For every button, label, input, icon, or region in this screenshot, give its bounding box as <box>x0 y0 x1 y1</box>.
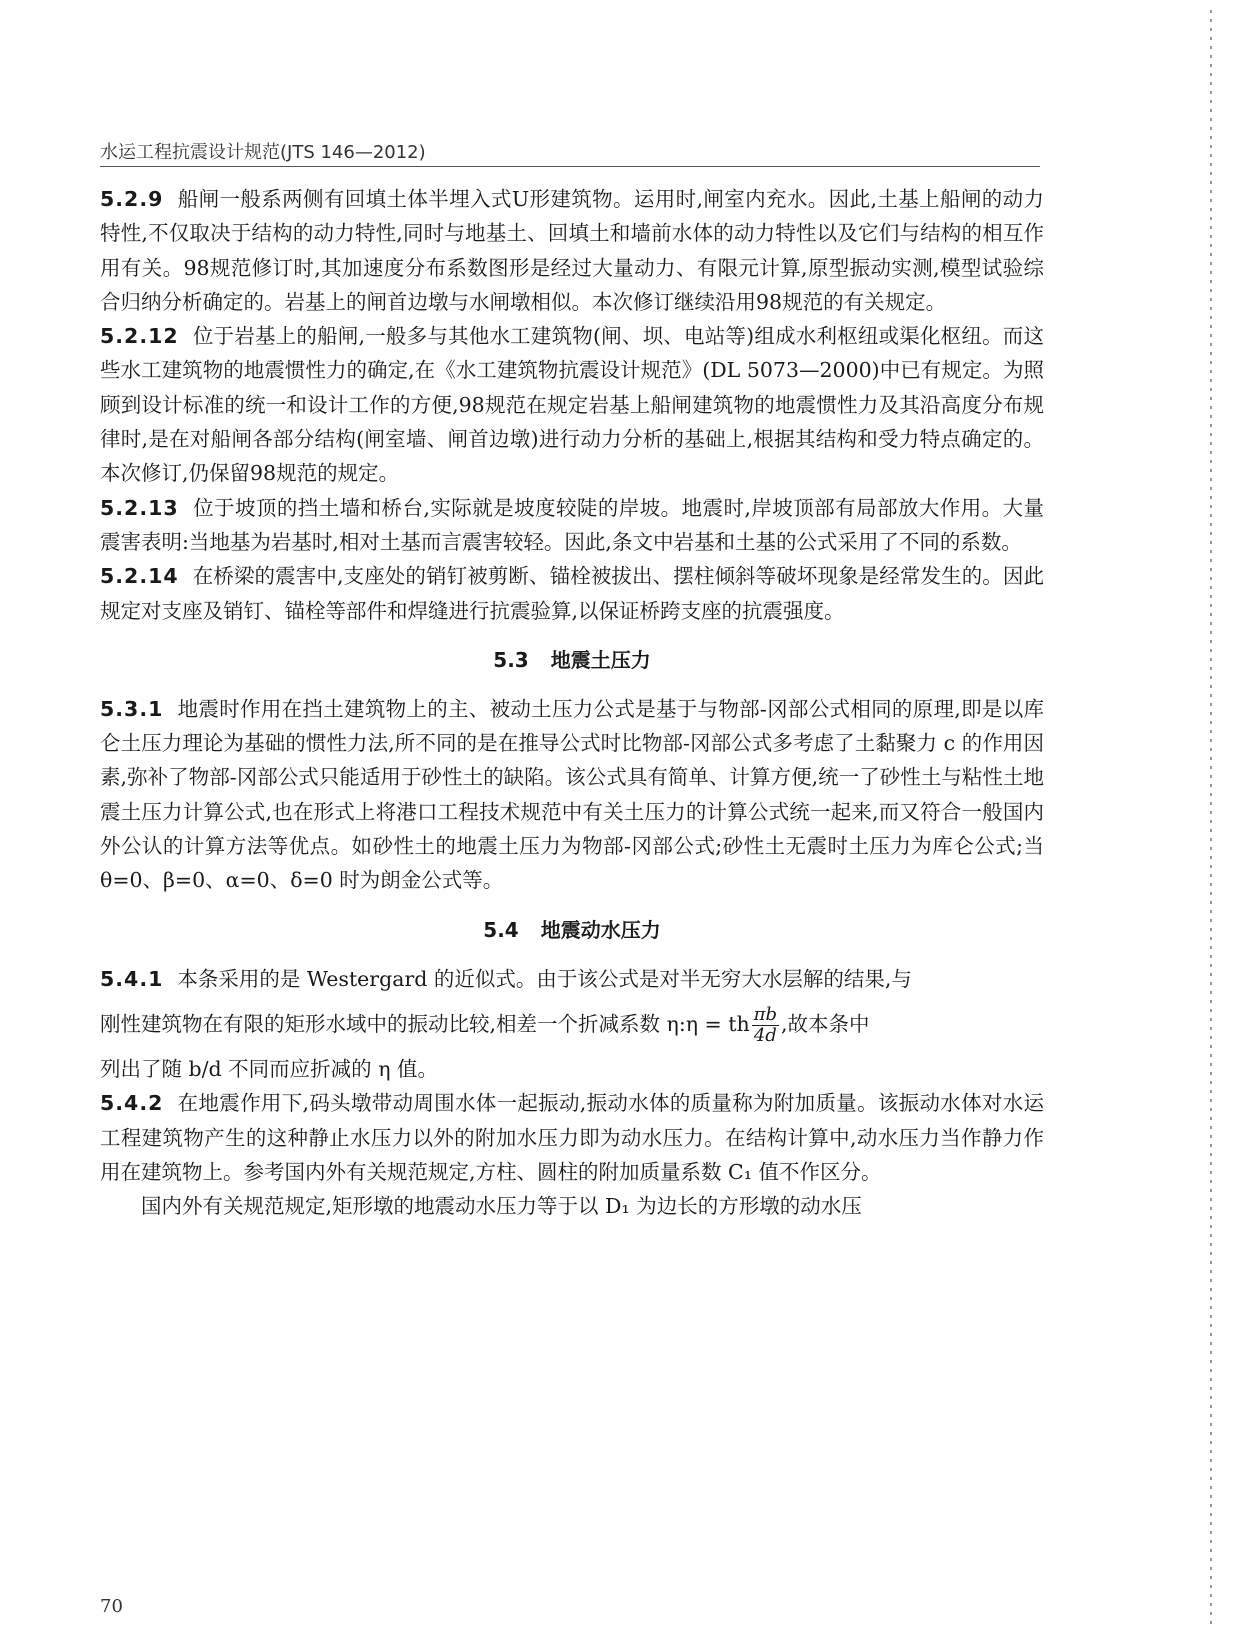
paragraph-5-2-9 <box>100 182 1044 319</box>
clause-text: 地震时作用在挡土建筑物上的主、被动土压力公式是基于与物部-冈部公式相同的原理,即是以库仑土压力理论为基础的惯性力法,所不同的是在推导公式时比物部-冈部公式多考虑了土黏聚力 c 的作用因素,弥补了物部-冈部公式只能适用于砂性土的缺陷。该公式具有简单、计算方便,统一了砂性土与粘性土地震土压力计算公式,也在形式上将港口工程技术规范中有关土压力的计算公式统一起来,而又符合一般国内外公认的计算方法等优点。如砂性土的地震土压力为物部-冈部公式;砂性土无震时土压力为库仑公式;当 θ=0、β=0、α=0、δ=0 时为朗金公式等。 <box>100 696 1044 893</box>
clause-number: 5.2.13 <box>100 495 179 520</box>
section-heading-5-3 <box>100 628 1044 692</box>
clause-text: 在地震作用下,码头墩带动周围水体一起振动,振动水体的质量称为附加质量。该振动水体对水运工程建筑物产生的这种静止水压力以外的附加水压力即为动水压力。在结构计算中,动水压力当作静力作用在建筑物上。参考国内外有关规范规定,方柱、圆柱的附加质量系数 C₁ 值不作区分。 <box>100 1091 1044 1184</box>
clause-text: 本条采用的是 Westergard 的近似式。由于该公式是对半无穷大水层解的结果,与 <box>177 966 912 991</box>
header-rule <box>100 166 1040 167</box>
clause-number: 5.4.2 <box>100 1091 164 1116</box>
section-number: 5.4 <box>483 917 519 942</box>
paragraph-continuation <box>100 1189 1044 1223</box>
body-text <box>100 182 1044 1223</box>
clause-number: 5.3.1 <box>100 696 164 721</box>
paragraph-5-2-14 <box>100 559 1044 628</box>
clause-text: 船闸一般系两侧有回填土体半埋入式U形建筑物。运用时,闸室内充水。因此,土基上船闸的动力特性,不仅取决于结构的动力特性,同时与地基土、回填土和墙前水体的动力特性以及它们与结构的相互作用有关。98规范修订时,其加速度分布系数图形是经过大量动力、有限元计算,原型振动实测,模型试验综合归纳分析确定的。岩基上的闸首边墩与水闸墩相似。本次修订继续沿用98规范的有关规定。 <box>100 187 1044 314</box>
eta-fraction <box>752 1005 779 1046</box>
clause-text: 列出了随 b/d 不同而应折减的 η 值。 <box>100 1056 438 1081</box>
clause-text: 在桥梁的震害中,支座处的销钉被剪断、锚栓被拔出、摆柱倾斜等破坏现象是经常发生的。因此规定对支座及销钉、锚栓等部件和焊缝进行抗震验算,以保证桥跨支座的抗震强度。 <box>100 564 1044 623</box>
page-number: 70 <box>100 1596 123 1617</box>
paragraph-5-3-1 <box>100 692 1044 898</box>
section-number: 5.3 <box>493 647 529 672</box>
fraction-numerator: πb <box>753 1003 778 1025</box>
paragraph-5-4-2 <box>100 1086 1044 1189</box>
section-title: 地震土压力 <box>550 647 651 672</box>
clause-text: 刚性建筑物在有限的矩形水域中的振动比较,相差一个折减系数 η:η = th <box>100 1011 750 1036</box>
paragraph-5-2-13 <box>100 491 1044 560</box>
paragraph-5-4-1 <box>100 962 1044 1087</box>
clause-text: 国内外有关规范规定,矩形墩的地震动水压力等于以 D₁ 为边长的方形墩的动水压 <box>141 1194 862 1219</box>
section-heading-5-4 <box>100 898 1044 962</box>
running-header: 水运工程抗震设计规范(JTS 146—2012) <box>100 142 426 163</box>
scan-edge-mark <box>1210 10 1212 1630</box>
clause-number: 5.2.9 <box>100 187 164 211</box>
section-title: 地震动水压力 <box>540 917 661 942</box>
clause-number: 5.2.14 <box>100 564 179 589</box>
paragraph-5-2-12 <box>100 319 1044 490</box>
clause-text: ,故本条中 <box>781 1011 870 1036</box>
fraction-denominator: 4d <box>753 1024 777 1046</box>
clause-number: 5.2.12 <box>100 324 179 349</box>
clause-number: 5.4.1 <box>100 966 164 991</box>
clause-text: 位于岩基上的船闸,一般多与其他水工建筑物(闸、坝、电站等)组成水利枢纽或渠化枢纽。而这些水工建筑物的地震惯性力的确定,在《水工建筑物抗震设计规范》(DL 5073—2000)中已有规定。为照顾到设计标准的统一和设计工作的方便,98规范在规定岩基上船闸建筑物的地震惯性力及其沿高度分布规律时,是在对船闸各部分结构(闸室墙、闸首边墩)进行动力分析的基础上,根据其结构和受力特点确定的。本次修订,仍保留98规范的规定。 <box>100 324 1044 486</box>
formula-line <box>100 996 1044 1052</box>
clause-text: 位于坡顶的挡土墙和桥台,实际就是坡度较陡的岸坡。地震时,岸坡顶部有局部放大作用。大量震害表明:当地基为岩基时,相对土基而言震害较轻。因此,条文中岩基和土基的公式采用了不同的系数。 <box>100 495 1044 554</box>
